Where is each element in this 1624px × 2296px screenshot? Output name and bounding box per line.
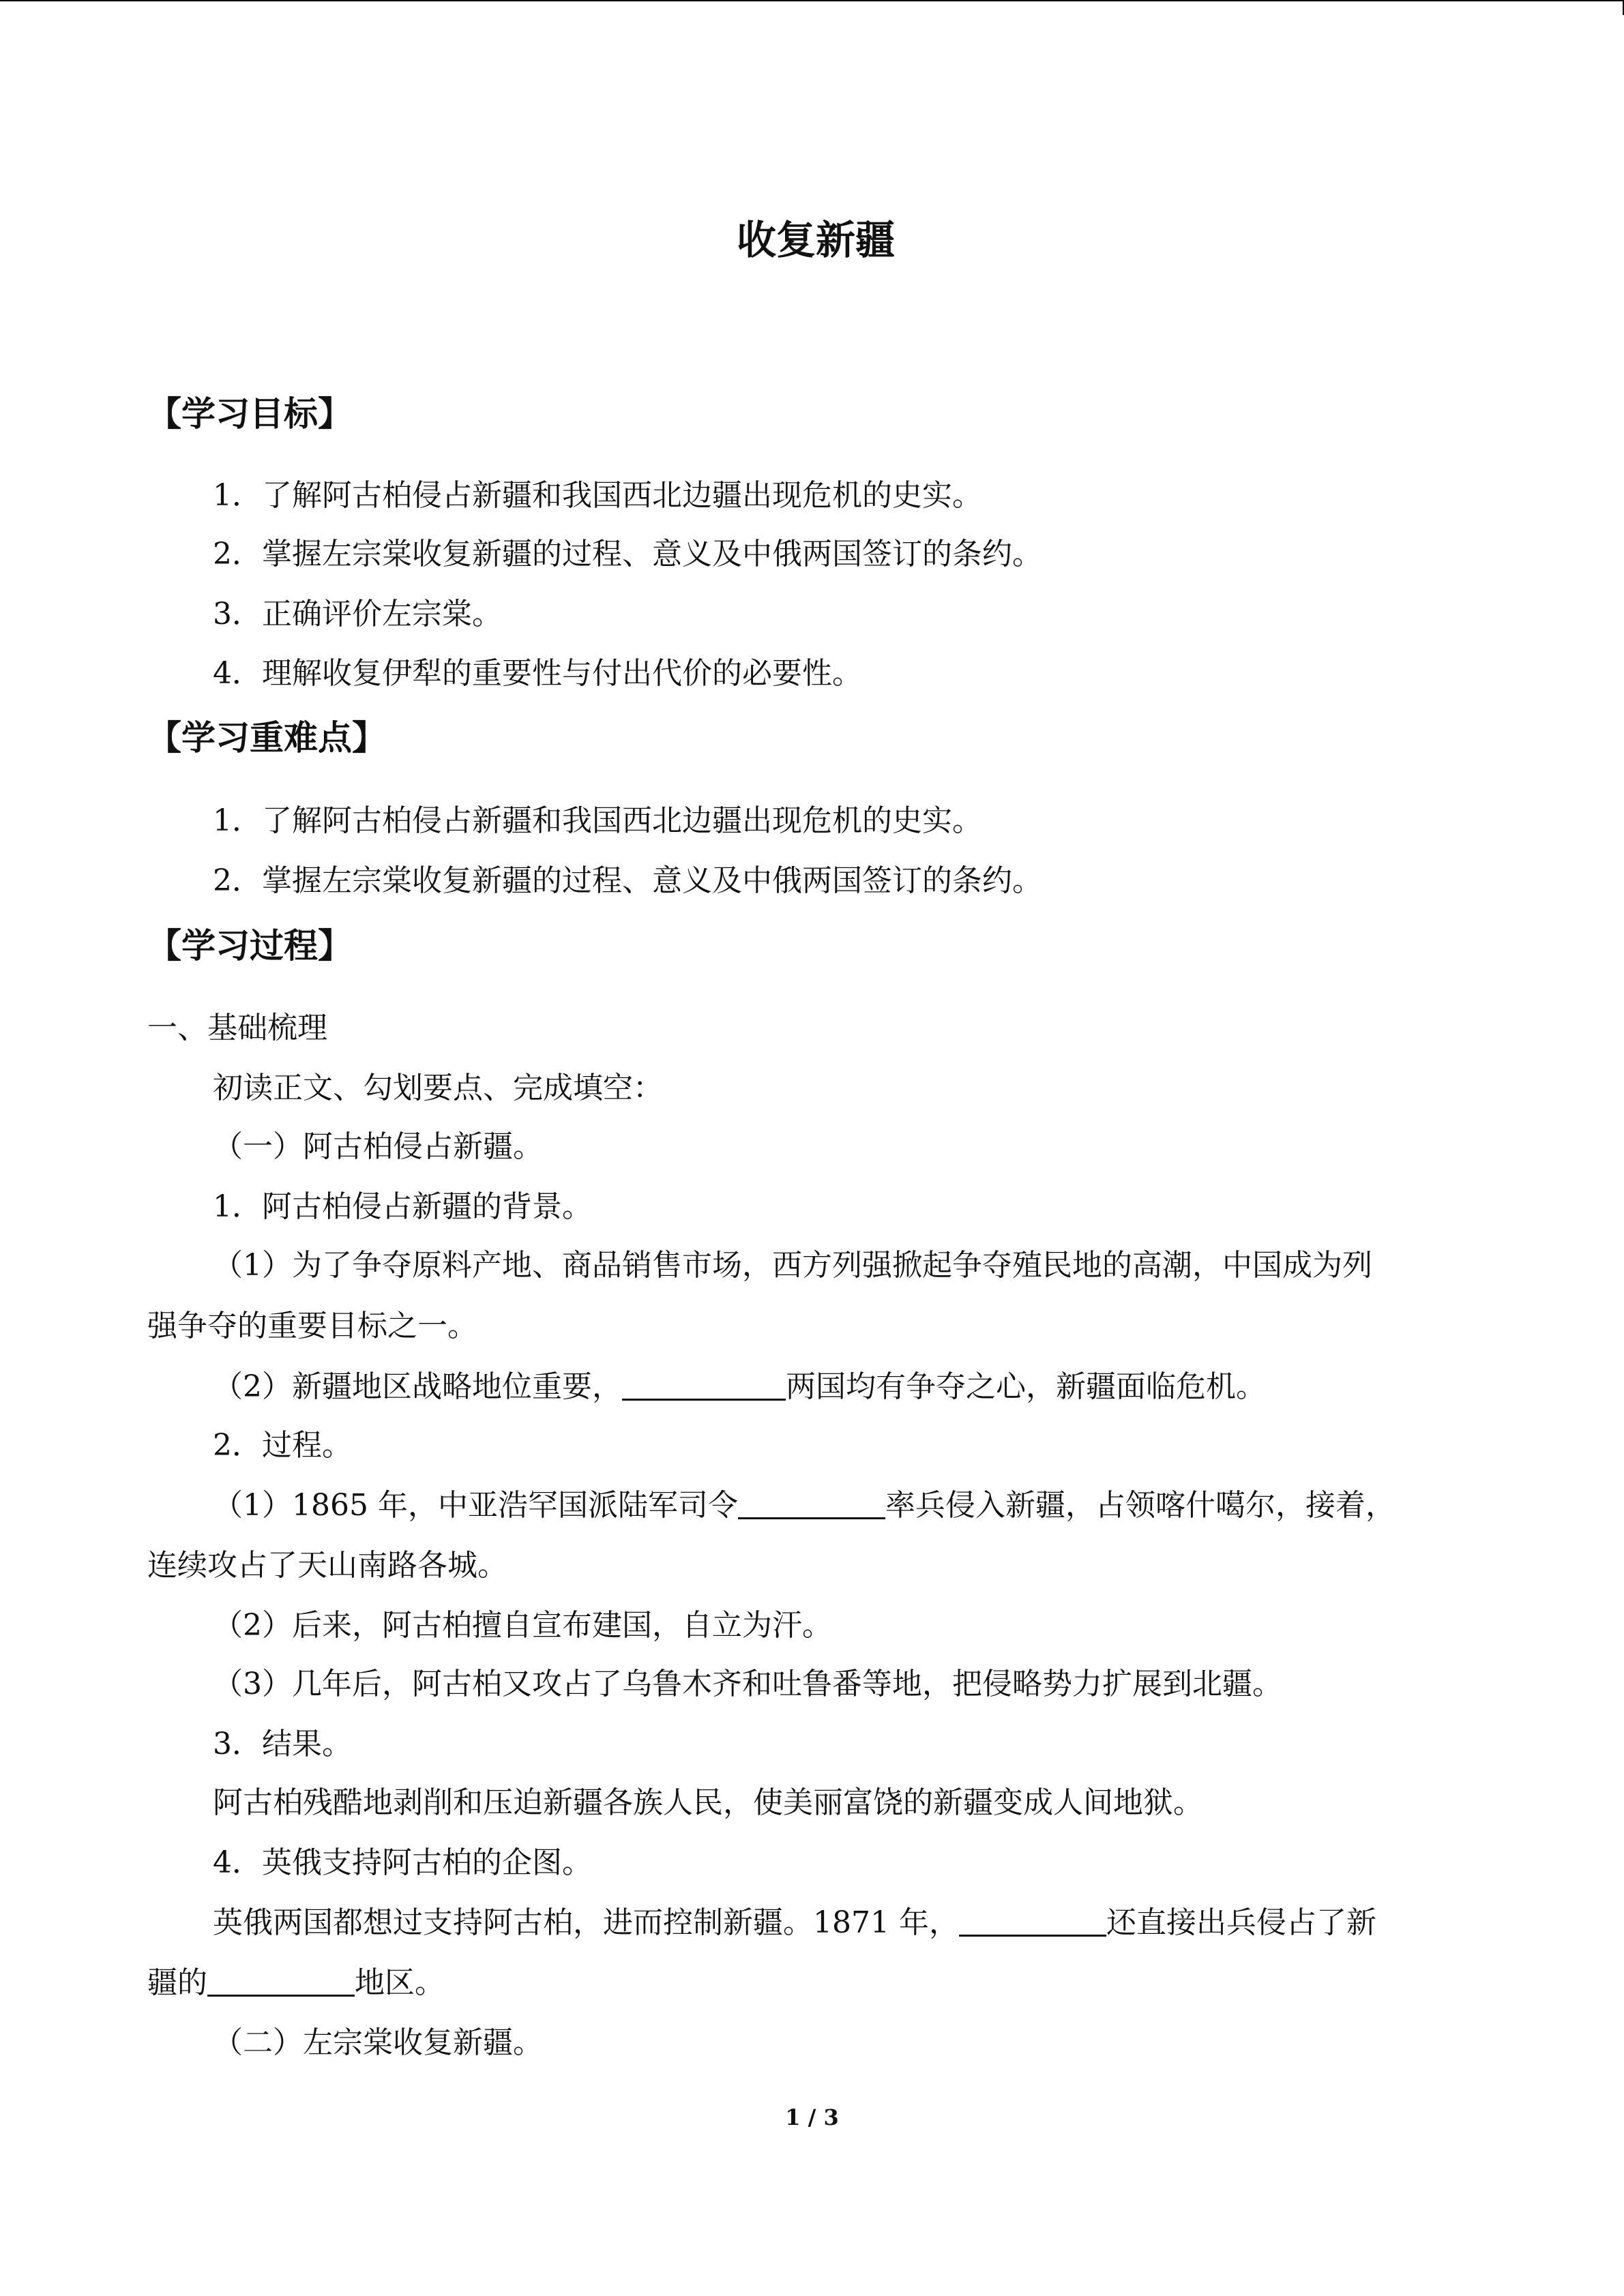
objective-item-4: 4．理解收复伊犁的重要性与付出代价的必要性。 xyxy=(213,656,862,691)
bg2-text-after: 两国均有争夺之心，新疆面临危机。 xyxy=(786,1369,1266,1404)
support-text-line-a xyxy=(213,1903,1376,1943)
proc1-text-before: （1）1865 年，中亚浩罕国派陆军司令 xyxy=(213,1488,738,1523)
key-point-item-1: 1．了解阿古柏侵占新疆和我国西北边疆出现危机的史实。 xyxy=(213,803,982,838)
proc1-text-after: 率兵侵入新疆，占领喀什噶尔，接着， xyxy=(885,1488,1396,1523)
top-border-line xyxy=(0,0,1624,1)
page-title: 收复新疆 xyxy=(736,217,895,263)
support-text-line-b xyxy=(147,1963,445,2003)
objective-item-2: 2．掌握左宗棠收复新疆的过程、意义及中俄两国签订的条约。 xyxy=(213,537,1042,571)
process-point-2: （2）后来，阿古柏擅自宣布建国，自立为汗。 xyxy=(213,1608,832,1643)
heading-key-points: 【学习重难点】 xyxy=(147,718,386,758)
subsection-two-title: （二）左宗棠收复新疆。 xyxy=(213,2025,543,2060)
background-point-1-line-a: （1）为了争夺原料产地、商品销售市场，西方列强掀起争夺殖民地的高潮，中国成为列 xyxy=(213,1248,1372,1283)
background-title: 1．阿古柏侵占新疆的背景。 xyxy=(213,1189,592,1224)
support-b-after: 地区。 xyxy=(355,1965,445,2000)
support-b-before: 疆的 xyxy=(147,1965,207,2000)
fill-blank-countries[interactable] xyxy=(622,1369,786,1401)
background-point-1-line-b: 强争夺的重要目标之一。 xyxy=(147,1309,477,1343)
result-title: 3．结果。 xyxy=(213,1727,352,1761)
objective-item-1: 1．了解阿古柏侵占新疆和我国西北边疆出现危机的史实。 xyxy=(213,478,982,513)
process-point-3: （3）几年后，阿古柏又攻占了乌鲁木齐和吐鲁番等地，把侵略势力扩展到北疆。 xyxy=(213,1667,1282,1701)
key-point-item-2: 2．掌握左宗棠收复新疆的过程、意义及中俄两国签订的条约。 xyxy=(213,863,1042,898)
page-number: 1 / 3 xyxy=(785,2104,839,2130)
fill-blank-commander[interactable] xyxy=(738,1487,885,1519)
bg2-text-before: （2）新疆地区战略地位重要， xyxy=(213,1369,622,1404)
part-one-title: 一、基础梳理 xyxy=(147,1011,327,1045)
process-point-1-line-a xyxy=(213,1485,1396,1526)
heading-process: 【学习过程】 xyxy=(147,926,352,966)
process-title: 2．过程。 xyxy=(213,1428,352,1463)
heading-objectives: 【学习目标】 xyxy=(147,394,352,434)
objective-item-3: 3．正确评价左宗棠。 xyxy=(213,597,502,631)
fill-blank-region[interactable] xyxy=(207,1965,355,1997)
fill-blank-country[interactable] xyxy=(959,1905,1106,1937)
support-text-after: 还直接出兵侵占了新 xyxy=(1106,1905,1376,1940)
result-text: 阿古柏残酷地剥削和压迫新疆各族人民，使美丽富饶的新疆变成人间地狱。 xyxy=(213,1785,1203,1820)
intro-instruction: 初读正文、勾划要点、完成填空： xyxy=(213,1071,663,1105)
support-title: 4．英俄支持阿古柏的企图。 xyxy=(213,1845,592,1880)
process-point-1-line-b: 连续攻占了天山南路各城。 xyxy=(147,1548,507,1583)
background-point-2 xyxy=(213,1367,1266,1407)
subsection-one-title: （一）阿古柏侵占新疆。 xyxy=(213,1129,543,1164)
support-text-before: 英俄两国都想过支持阿古柏，进而控制新疆。1871 年， xyxy=(213,1905,959,1940)
